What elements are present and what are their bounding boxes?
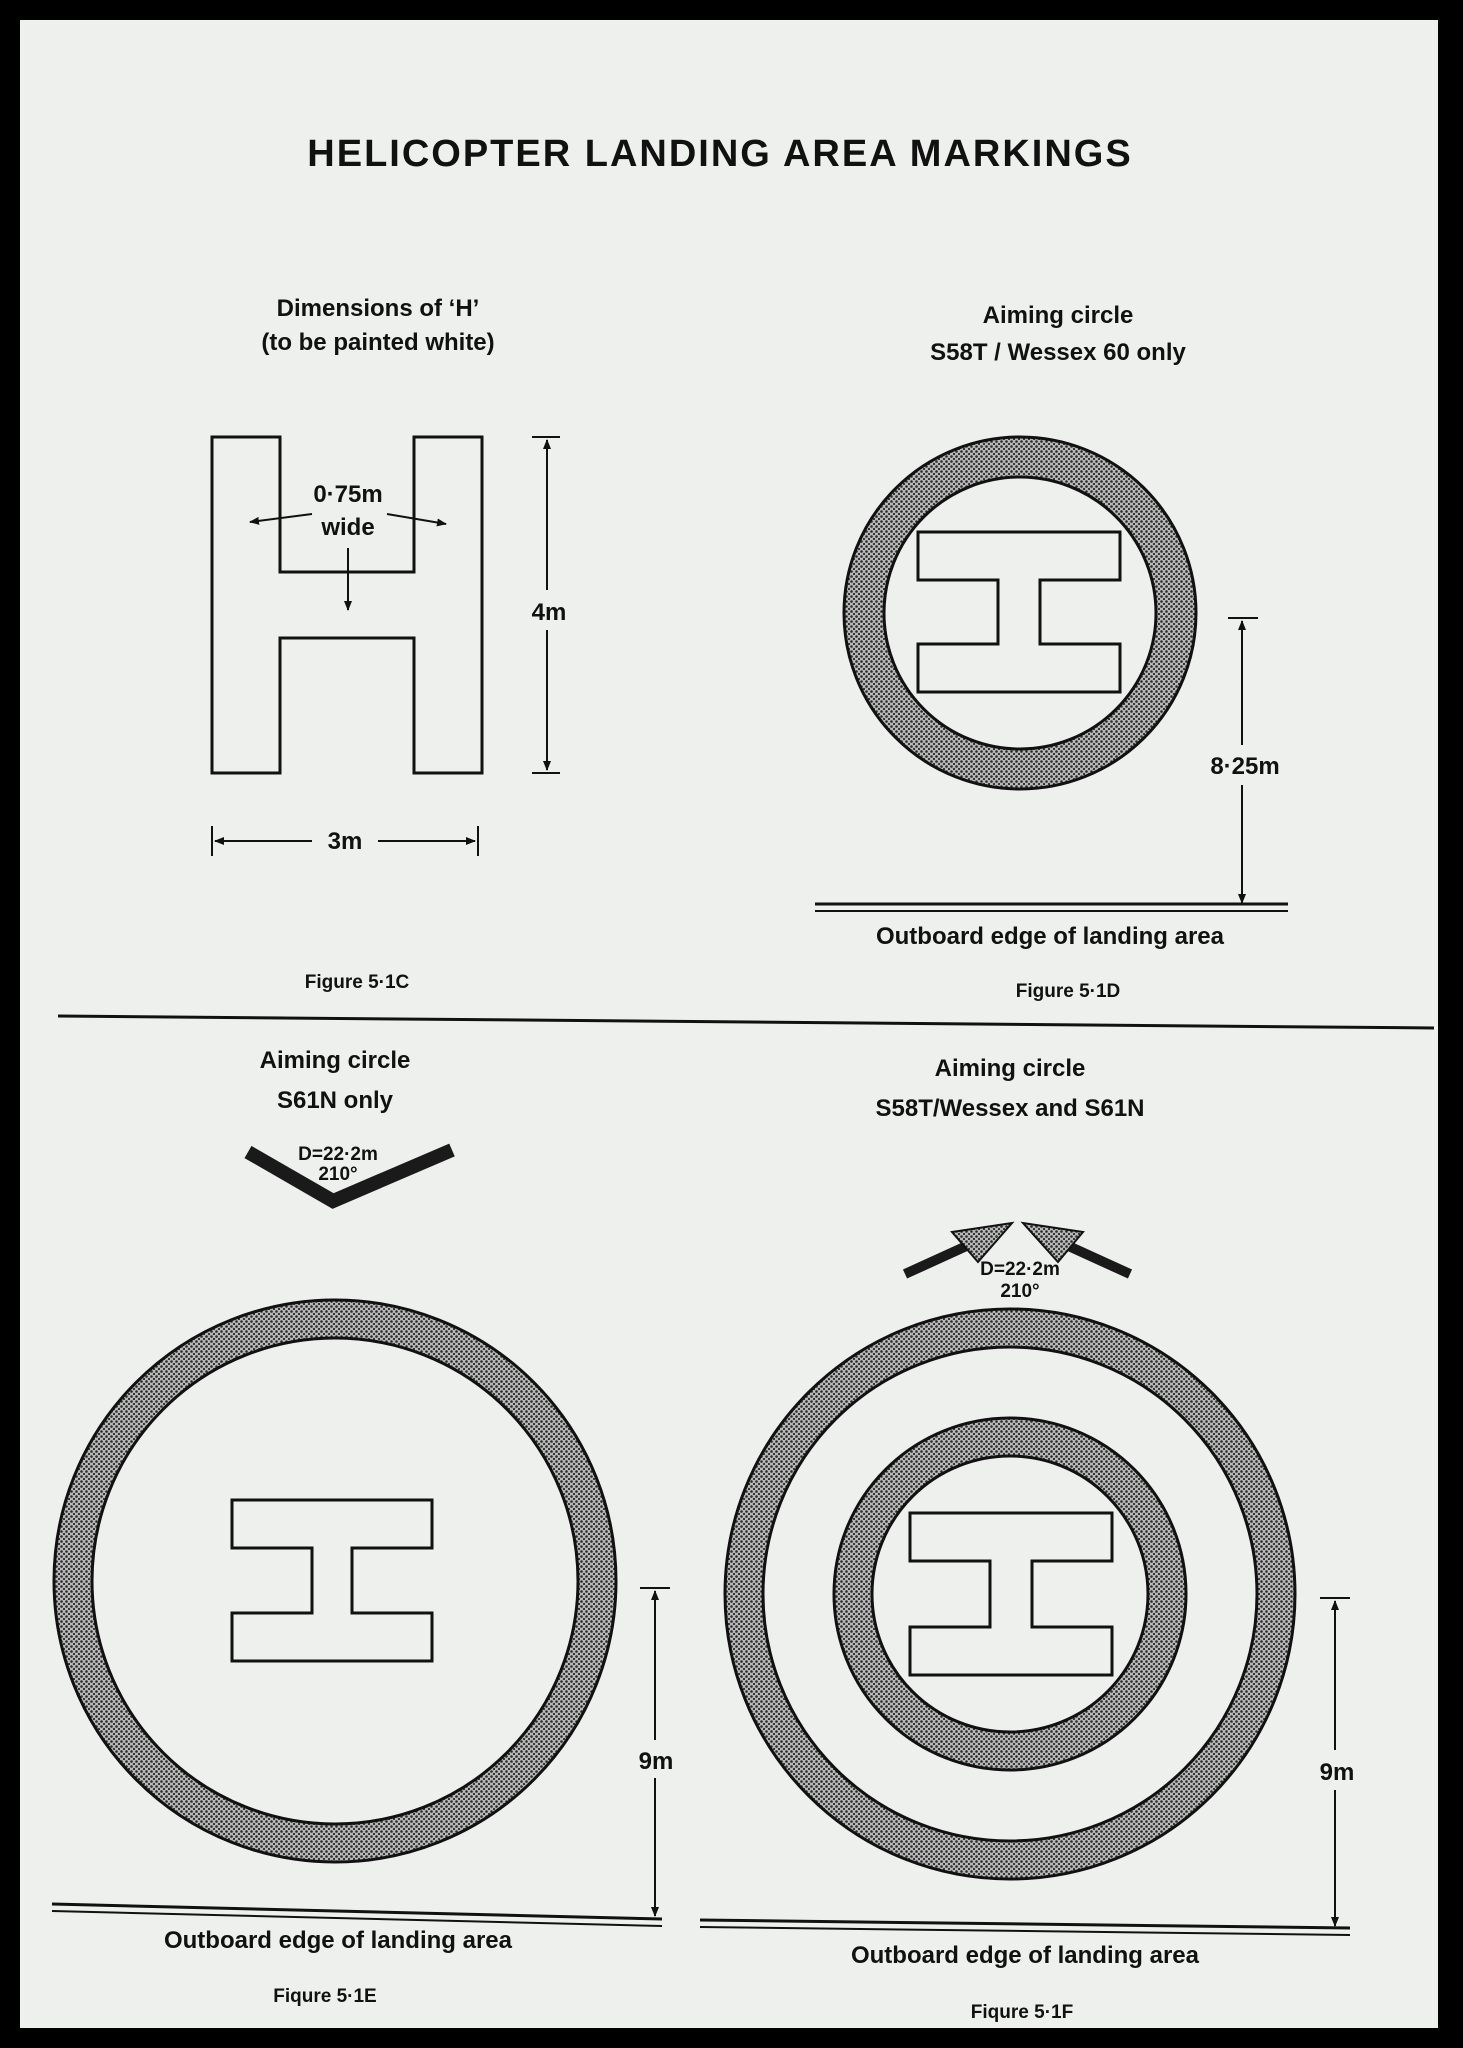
fig-d-aiming-ring — [864, 457, 1176, 769]
fig-e-caption-line2: S61N only — [276, 1087, 394, 1114]
h-right-arrow — [387, 514, 446, 524]
fig-e-caption-line1: Aiming circle — [259, 1047, 411, 1074]
fig-f-outer-aiming-ring — [744, 1328, 1276, 1860]
fig-f-caption-line1: Aiming circle — [934, 1055, 1086, 1082]
fig-e-ring-inner-edge — [92, 1338, 578, 1824]
fig-c-caption-line1: Dimensions of ‘H’ — [276, 295, 480, 322]
h-width-label-line1: 0·75m — [313, 481, 383, 508]
fig-e-label: Fiqure 5·1E — [273, 1986, 377, 2007]
fig-f-h-marking — [910, 1513, 1112, 1675]
fig-e-bearing-line2: 210° — [318, 1164, 358, 1185]
fig-d-h-marking — [918, 532, 1120, 692]
fig-d-caption-line1: Aiming circle — [982, 302, 1134, 329]
fig-f-label: Fiqure 5·1F — [970, 2002, 1074, 2023]
fig-f-arrowhead-right — [1023, 1223, 1083, 1262]
fig-f-bearing-line2: 210° — [1000, 1281, 1040, 1302]
fig-e-distance-label: 9m — [638, 1748, 674, 1775]
fig-d-distance-label: 8·25m — [1210, 753, 1280, 780]
fig-d-label: Figure 5·1D — [1015, 981, 1121, 1002]
section-divider — [58, 1016, 1434, 1028]
h-width-label-line2: wide — [321, 514, 375, 541]
page-title: HELICOPTER LANDING AREA MARKINGS — [307, 133, 1133, 175]
fig-e-edge-line-bottom — [52, 1911, 662, 1926]
diagram-canvas — [20, 20, 1438, 2028]
fig-e-edge-line-top — [52, 1904, 662, 1919]
fig-e-aiming-ring — [73, 1319, 597, 1843]
fig-f-caption-line2: S58T/Wessex and S61N — [875, 1095, 1145, 1122]
fig-d-ring-inner-edge — [884, 477, 1156, 749]
fig-f-arrowhead-left — [952, 1223, 1012, 1262]
fig-e-bearing-line1: D=22·2m — [298, 1144, 378, 1165]
h-span-label: 3m — [327, 828, 363, 855]
fig-f-inner-ring-inner-edge — [872, 1456, 1148, 1732]
fig-e-h-marking — [232, 1500, 432, 1661]
fig-d-edge-label: Outboard edge of landing area — [875, 923, 1225, 950]
fig-c-label: Figure 5·1C — [304, 972, 410, 993]
fig-f-edge-line-top — [700, 1920, 1350, 1928]
fig-f-edge-label: Outboard edge of landing area — [850, 1942, 1200, 1969]
fig-d-caption-line2: S58T / Wessex 60 only — [930, 339, 1186, 366]
fig-f-bearing-line1: D=22·2m — [980, 1259, 1060, 1280]
fig-c-caption-line2: (to be painted white) — [261, 329, 495, 356]
fig-f-distance-label: 9m — [1319, 1759, 1355, 1786]
document-page — [20, 20, 1438, 2028]
h-height-label: 4m — [531, 599, 567, 626]
fig-f-inner-aiming-ring — [853, 1437, 1167, 1751]
fig-e-edge-label: Outboard edge of landing area — [163, 1927, 513, 1954]
